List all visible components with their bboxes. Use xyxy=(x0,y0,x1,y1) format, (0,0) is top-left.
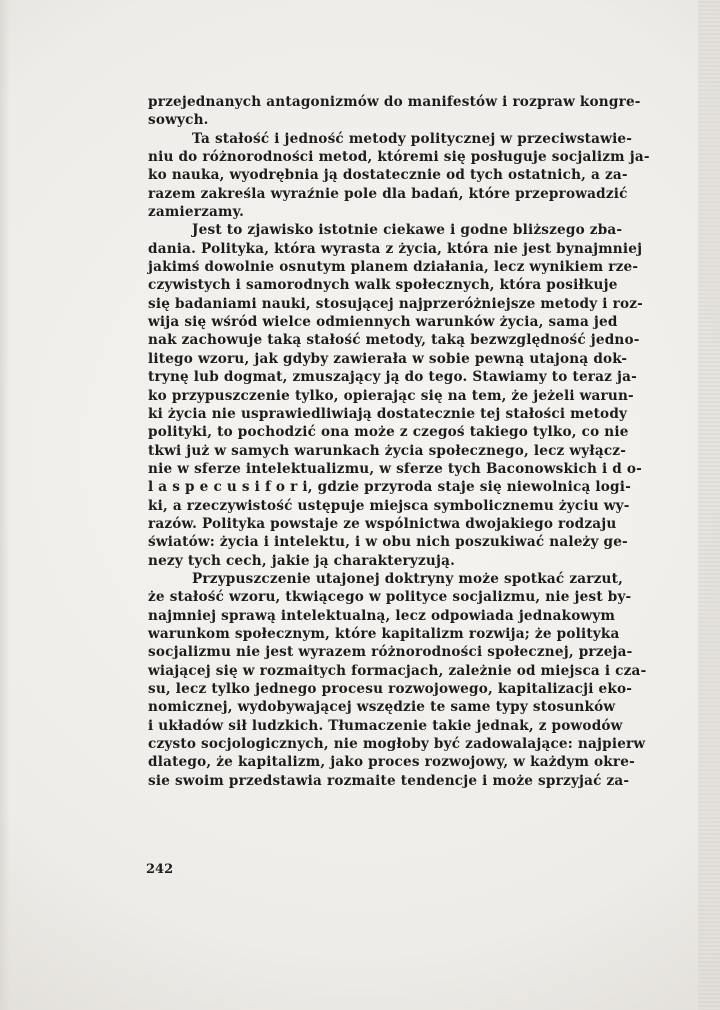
text-line: socjalizmu nie jest wyrazem różnorodności społecznej, przeja- xyxy=(148,644,633,661)
text-line: czysto socjologicznych, nie mogłoby być zadowalające: najpierw xyxy=(148,736,646,753)
text-line: ko przypuszczenie tylko, opierając się na tem, że jeżeli warun- xyxy=(148,387,634,404)
text-line: zamierzamy. xyxy=(148,204,245,221)
text-line: polityki, to pochodzić ona może z czegoś takiego tylko, co nie xyxy=(148,424,629,441)
text-line: su, lecz tylko jednego procesu rozwojowego, kapitalizacji eko- xyxy=(148,681,633,697)
text-line: niu do różnorodności metod, któremi się posługuje socjalizm ja- xyxy=(148,149,650,166)
page-left-edge xyxy=(0,0,10,1010)
text-line: l a s p e c u s i f o r i, gdzie przyroda staje się niewolnicą logi- xyxy=(148,479,631,496)
text-line: nak zachowuje taką stałość metody, taką bezwzględność jedno- xyxy=(148,332,640,349)
text-line: trynę lub dogmat, zmuszający ją do tego. Stawiamy to teraz ja- xyxy=(148,369,637,386)
text-line: tkwi już w samych warunkach życia społecznego, lecz wyłącz- xyxy=(148,442,627,459)
text-line: razem zakreśla wyraźnie pole dla badań, które przeprowadzić xyxy=(148,185,628,202)
text-line: że stałość wzoru, tkwiącego w polityce socjalizmu, nie jest by- xyxy=(148,589,632,606)
text-line: Ta stałość i jedność metody politycznej w przeciwstawie- xyxy=(192,130,633,147)
text-line: ki, a rzeczywistość ustępuje miejsca symbolicznemu życiu wy- xyxy=(148,497,630,514)
text-line: jakimś dowolnie osnutym planem działania, lecz wynikiem rze- xyxy=(148,259,639,276)
text-line: światów: życia i intelektu, i w obu nich poszukiwać należy ge- xyxy=(148,534,628,551)
body-text xyxy=(148,93,650,790)
text-line: sowych. xyxy=(148,112,209,129)
page-number: 242 xyxy=(146,862,174,877)
text-line: razów. Polityka powstaje ze wspólnictwa dwojakiego rodzaju xyxy=(148,515,617,532)
text-line: nie w sferze intelektualizmu, w sferze tych Baconowskich i d o- xyxy=(148,460,643,477)
text-line: wija się wśród wielce odmiennych warunków życia, sama jed xyxy=(148,314,618,331)
text-line: litego wzoru, jak gdyby zawierała w sobie pewną utajoną dok- xyxy=(148,350,628,367)
text-line: sie swoim przedstawia rozmaite tendencje i może sprzyjać za- xyxy=(148,772,630,789)
text-line: warunkom społecznym, które kapitalizm rozwija; że polityka xyxy=(148,625,620,642)
page-right-edge xyxy=(698,0,720,1010)
text-line: ko nauka, wyodrębnia ją dostatecznie od tych ostatnich, a za- xyxy=(148,167,628,184)
text-line: ki życia nie usprawiedliwiają dostatecznie tej stałości metody xyxy=(148,405,628,422)
text-line: i układów sił ludzkich. Tłumaczenie takie jednak, z powodów xyxy=(148,717,623,734)
text-line: czywistych i samorodnych walk społecznych, która posiłkuje xyxy=(148,277,618,294)
text-line: dania. Polityka, która wyrasta z życia, która nie jest bynajmniej xyxy=(148,240,643,257)
text-line: Przypuszczenie utajonej doktryny może spotkać zarzut, xyxy=(192,570,624,587)
text-line: najmniej sprawą intelektualną, lecz odpowiada jednakowym xyxy=(148,607,616,624)
text-line: przejednanych antagonizmów do manifestów i rozpraw kongre- xyxy=(148,94,641,110)
text-line: Jest to zjawisko istotnie ciekawe i godne bliższego zba- xyxy=(192,222,623,239)
text-line: dlatego, że kapitalizm, jako proces rozwojowy, w każdym okre- xyxy=(148,754,635,771)
text-line: wiającej się w rozmaitych formacjach, zależnie od miejsca i cza- xyxy=(148,662,647,679)
text-line: nezy tych cech, jakie ją charakteryzują. xyxy=(148,552,456,569)
text-line: nomicznej, wydobywającej wszędzie te same typy stosunków xyxy=(148,699,616,716)
text-line: się badaniami nauki, stosującej najprzeróżniejsze metody i roz- xyxy=(148,295,643,312)
